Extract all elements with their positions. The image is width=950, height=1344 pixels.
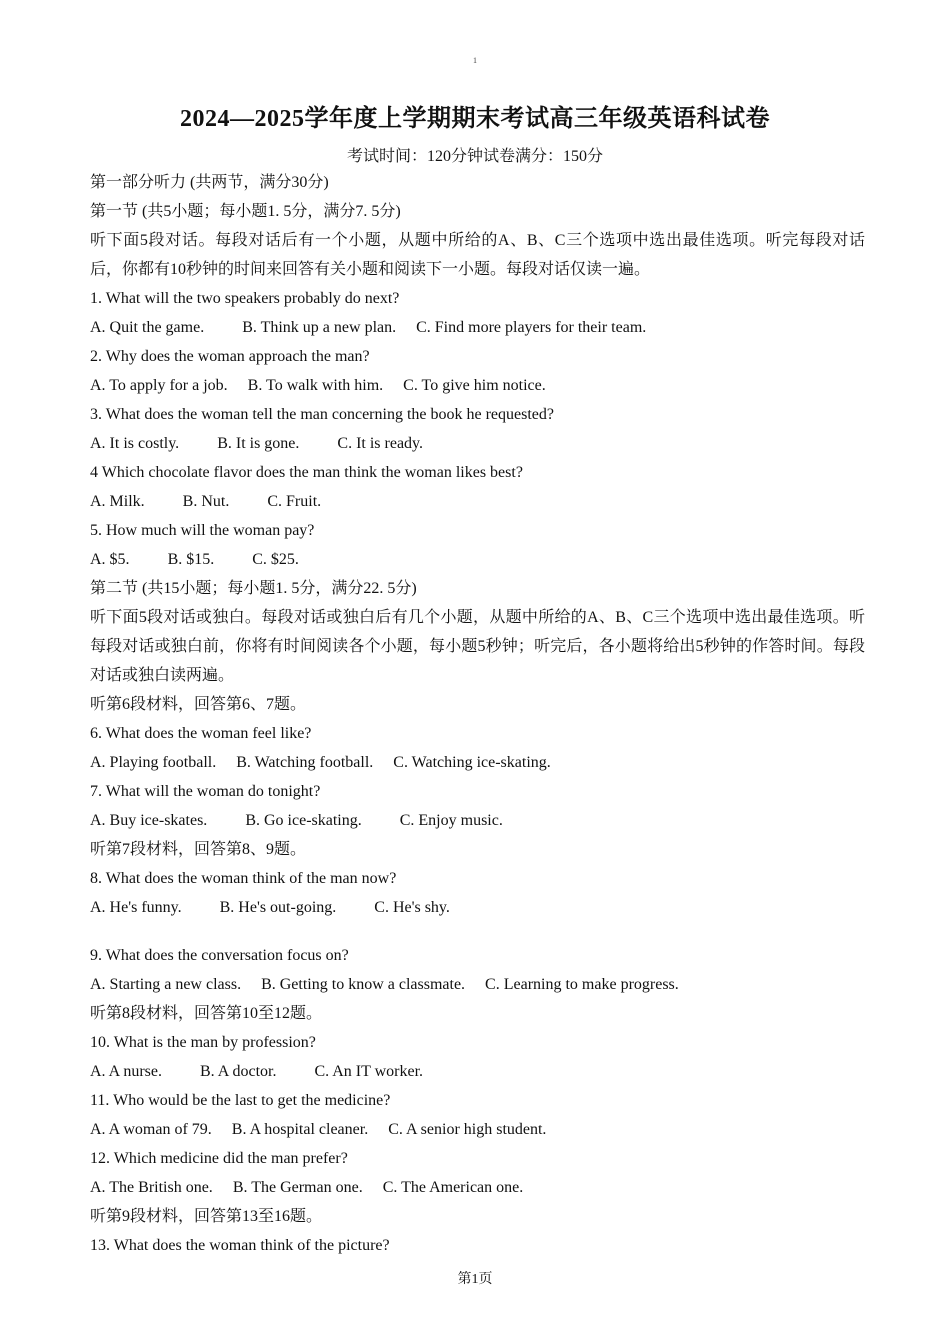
options-7 xyxy=(90,806,865,835)
option-b: B. The German one. xyxy=(232,1179,363,1196)
section2-instructions: 听下面5段对话或独白。每段对话或独白后有几个小题，从题中所给的A、B、C三个选项中选出最佳选项。听每段对话或独白前，你将有时间阅读各个小题，每小题5秒钟；听完后，各小题将给出5秒钟的作答时间。每段对话或独白读两遍。 xyxy=(90,609,865,684)
option-c: C. Watching ice-skating. xyxy=(393,754,551,771)
material-7-heading: 听第7段材料，回答第8、9题。 xyxy=(90,841,307,858)
part1-heading: 第一部分听力 (共两节，满分30分) xyxy=(90,174,329,191)
options-4 xyxy=(90,487,865,516)
option-a: A. Buy ice-skates. xyxy=(90,812,208,829)
options-6 xyxy=(90,748,865,777)
options-3 xyxy=(90,429,865,458)
options-1 xyxy=(90,313,865,342)
page-number: 第1页 xyxy=(457,1272,493,1287)
options-9 xyxy=(90,970,865,999)
option-a: A. Starting a new class. xyxy=(90,976,242,993)
question-7: 7. What will the woman do tonight? xyxy=(90,783,321,800)
question-4: 4 Which chocolate flavor does the man think the woman likes best? xyxy=(90,464,523,481)
option-b: B. A doctor. xyxy=(200,1063,277,1080)
option-c: C. He's shy. xyxy=(374,899,450,916)
option-c: C. Enjoy music. xyxy=(399,812,503,829)
option-c: C. A senior high student. xyxy=(388,1121,547,1138)
section1-heading: 第一节 (共5小题；每小题1. 5分，满分7. 5分) xyxy=(90,203,401,220)
option-b: B. He's out-going. xyxy=(219,899,337,916)
exam-subtitle: 考试时间：120分钟试卷满分：150分 xyxy=(346,148,603,165)
option-a: A. $5. xyxy=(90,551,130,568)
options-10 xyxy=(90,1057,865,1086)
option-a: A. The British one. xyxy=(90,1179,213,1196)
question-1: 1. What will the two speakers probably do next? xyxy=(90,290,400,307)
section2-heading: 第二节 (共15小题；每小题1. 5分，满分22. 5分) xyxy=(90,580,417,597)
question-6: 6. What does the woman feel like? xyxy=(90,725,312,742)
question-5: 5. How much will the woman pay? xyxy=(90,522,315,539)
option-b: B. $15. xyxy=(167,551,215,568)
option-a: A. It is costly. xyxy=(90,435,180,452)
blank-gap xyxy=(90,922,865,941)
material-6-heading: 听第6段材料，回答第6、7题。 xyxy=(90,696,307,713)
option-b: B. A hospital cleaner. xyxy=(231,1121,369,1138)
option-c: C. An IT worker. xyxy=(314,1063,424,1080)
question-9: 9. What does the conversation focus on? xyxy=(90,947,349,964)
option-a: A. A woman of 79. xyxy=(90,1121,212,1138)
option-b: B. Watching football. xyxy=(236,754,374,771)
options-12 xyxy=(90,1173,865,1202)
material-8-heading: 听第8段材料，回答第10至12题。 xyxy=(90,1005,323,1022)
option-a: A. A nurse. xyxy=(90,1063,162,1080)
option-b: B. Nut. xyxy=(182,493,230,510)
options-8 xyxy=(90,893,865,922)
option-a: A. Milk. xyxy=(90,493,145,510)
page-marker: 1 xyxy=(473,56,477,65)
option-c: C. It is ready. xyxy=(337,435,424,452)
options-2 xyxy=(90,371,865,400)
question-2: 2. Why does the woman approach the man? xyxy=(90,348,370,365)
option-c: C. $25. xyxy=(252,551,299,568)
exam-content xyxy=(90,168,865,1260)
option-c: C. Find more players for their team. xyxy=(416,319,647,336)
option-c: C. Fruit. xyxy=(267,493,322,510)
option-c: C. The American one. xyxy=(382,1179,524,1196)
option-a: A. To apply for a job. xyxy=(90,377,228,394)
option-b: B. Think up a new plan. xyxy=(242,319,397,336)
option-b: B. It is gone. xyxy=(217,435,300,452)
option-a: A. Playing football. xyxy=(90,754,217,771)
question-13: 13. What does the woman think of the picture? xyxy=(90,1237,390,1254)
question-8: 8. What does the woman think of the man now? xyxy=(90,870,397,887)
option-b: B. To walk with him. xyxy=(247,377,384,394)
option-a: A. Quit the game. xyxy=(90,319,205,336)
option-b: B. Getting to know a classmate. xyxy=(261,976,466,993)
section1-instructions: 听下面5段对话。每段对话后有一个小题，从题中所给的A、B、C三个选项中选出最佳选项。听完每段对话后，你都有10秒钟的时间来回答有关小题和阅读下一小题。每段对话仅读一遍。 xyxy=(90,232,865,278)
option-c: C. Learning to make progress. xyxy=(485,976,679,993)
question-10: 10. What is the man by profession? xyxy=(90,1034,316,1051)
material-9-heading: 听第9段材料，回答第13至16题。 xyxy=(90,1208,323,1225)
option-a: A. He's funny. xyxy=(90,899,182,916)
options-5 xyxy=(90,545,865,574)
exam-title: 2024—2025学年度上学期期末考试高三年级英语科试卷 xyxy=(180,106,770,132)
option-b: B. Go ice-skating. xyxy=(245,812,362,829)
question-11: 11. Who would be the last to get the medicine? xyxy=(90,1092,391,1109)
question-12: 12. Which medicine did the man prefer? xyxy=(90,1150,348,1167)
option-c: C. To give him notice. xyxy=(403,377,546,394)
question-3: 3. What does the woman tell the man concerning the book he requested? xyxy=(90,406,554,423)
options-11 xyxy=(90,1115,865,1144)
